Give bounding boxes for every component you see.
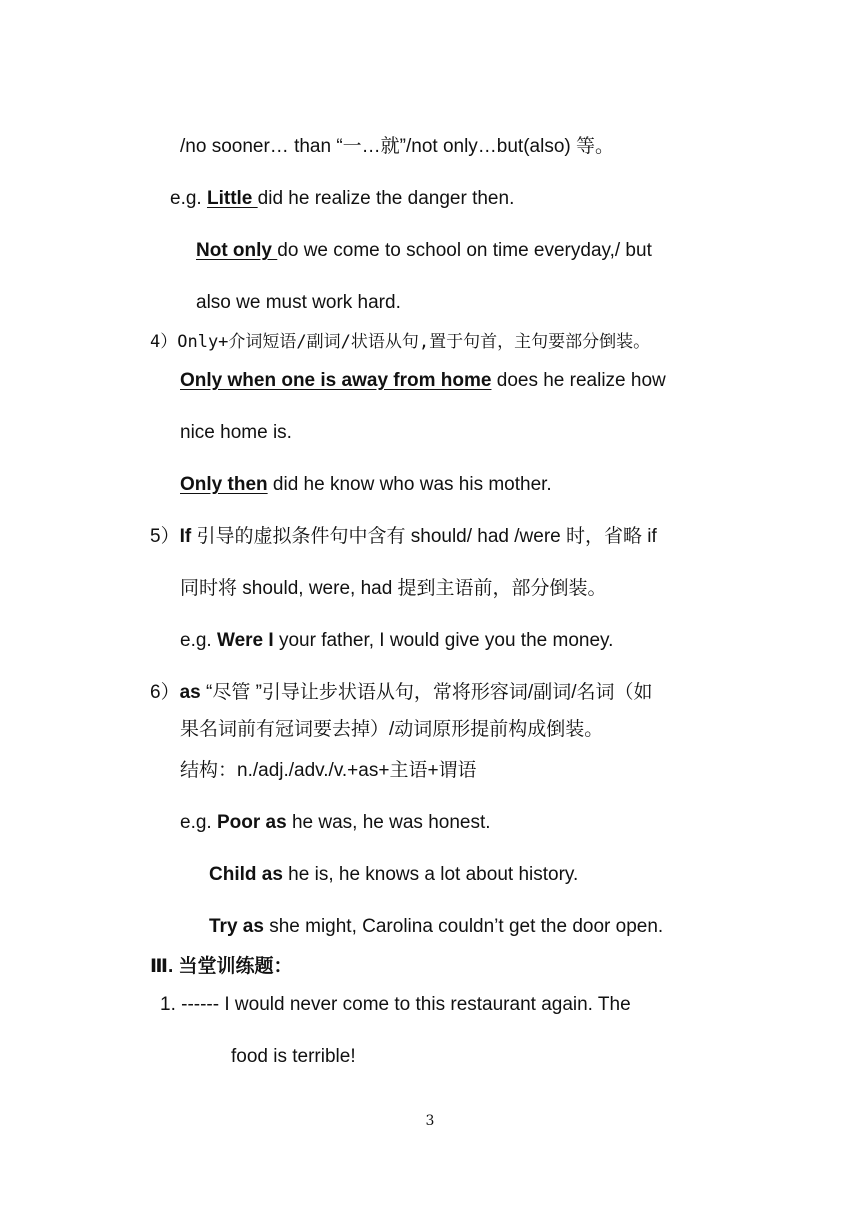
rule-5-if: 5）If 引导的虚拟条件句中含有 should/ had /were 时，省略 if (150, 526, 657, 547)
example-only-when-cont: nice home is. (180, 422, 292, 443)
line-no-sooner: /no sooner… than “一…就”/not only…but(also) 等。 (180, 136, 615, 157)
exercise-1: 1. ------ I would never come to this restaurant again. The (160, 994, 631, 1015)
example-only-then: Only then did he know who was his mother. (180, 474, 552, 495)
example-were-i: e.g. Were I your father, I would give you the money. (180, 630, 614, 651)
keyword-if: If (179, 526, 192, 547)
example-child-as: Child as he is, he knows a lot about history. (209, 864, 579, 885)
keyword-little: Little (206, 188, 258, 209)
keyword-not-only: Not only (196, 240, 278, 261)
example-poor-as: e.g. Poor as he was, he was honest. (180, 812, 491, 833)
structure-line: 结构：n./adj./adv./v.+as+主语+谓语 (180, 760, 477, 781)
page-number: 3 (425, 1113, 435, 1129)
keyword-try-as: Try as (209, 916, 264, 937)
example-not-only-cont: also we must work hard. (196, 292, 401, 313)
keyword-as: as (179, 682, 201, 703)
rule-6-as: 6）as “尽管 ”引导让步状语从句，常将形容词/副词/名词（如 (150, 682, 653, 703)
section-heading: Ⅲ. 当堂训练题： (150, 956, 293, 977)
keyword-only-when: Only when one is away from home (180, 370, 492, 391)
rule-4-only: 4）Only+介词短语/副词/状语从句,置于句首，主句要部分倒装。 (150, 332, 651, 352)
keyword-poor-as: Poor as (216, 812, 287, 833)
exercise-1-cont: food is terrible! (231, 1046, 356, 1067)
keyword-only-then: Only then (180, 474, 268, 495)
example-only-when: Only when one is away from home does he realize how (180, 370, 666, 391)
keyword-child-as: Child as (209, 864, 283, 885)
rule-6-as-cont: 果名词前有冠词要去掉）/动词原形提前构成倒装。 (180, 719, 604, 740)
example-not-only: Not only do we come to school on time everyday,/ but (196, 240, 652, 261)
example-try-as: Try as she might, Carolina couldn’t get the door open. (209, 916, 664, 937)
rule-5-if-cont: 同时将 should, were, had 提到主语前，部分倒装。 (180, 578, 607, 599)
keyword-were-i: Were I (216, 630, 274, 651)
example-little: e.g. Little did he realize the danger then. (170, 188, 515, 209)
